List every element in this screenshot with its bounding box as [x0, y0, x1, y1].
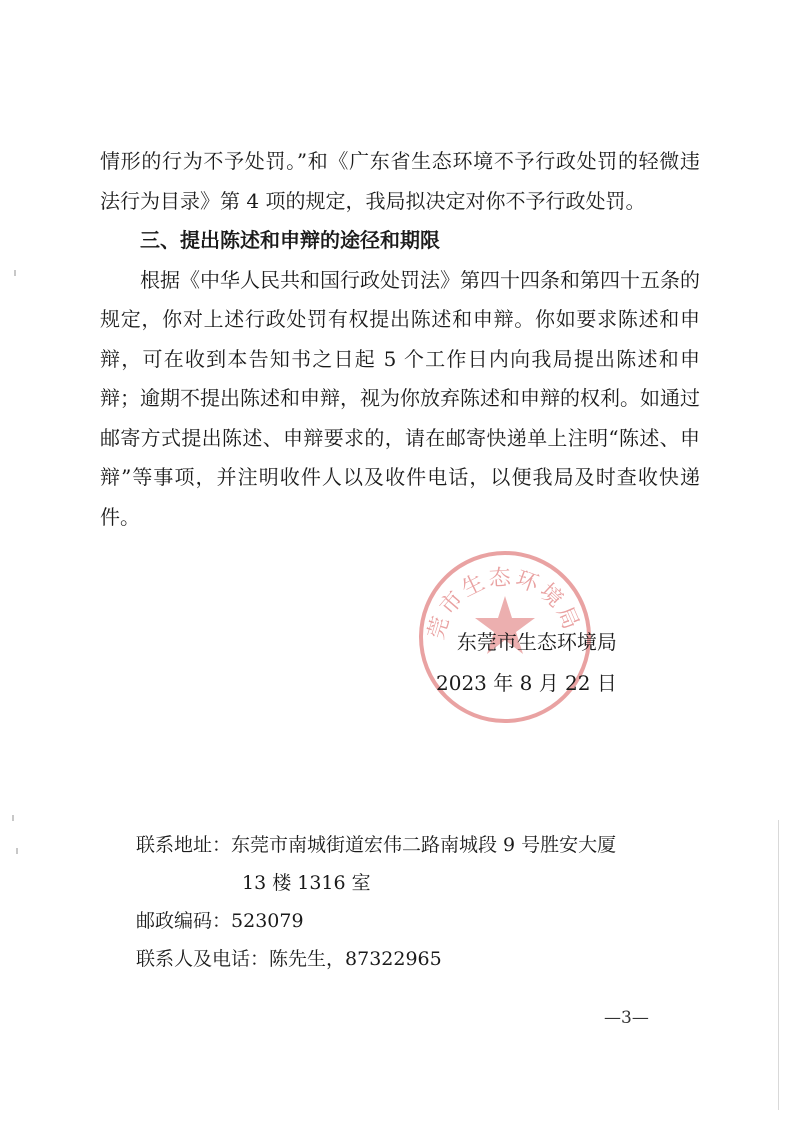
- contact-person-row: [136, 940, 616, 978]
- signature-block: [436, 622, 617, 704]
- seal-text: 莞市生态环境局: [423, 565, 585, 643]
- signing-date: 2023 年 8 月 22 日: [436, 671, 617, 695]
- section-heading: 三、提出陈述和申辩的途径和期限: [140, 228, 440, 252]
- scan-speck: [16, 848, 18, 854]
- contact-address-row: [136, 826, 616, 864]
- postcode-label: 邮政编码：: [136, 910, 232, 932]
- person-value: 陈先生，87322965: [269, 948, 442, 970]
- scan-speck: [12, 815, 14, 821]
- postcode-value: 523079: [231, 910, 304, 932]
- paragraph-statement-rights: 根据《中华人民共和国行政处罚法》第四十四条和第四十五条的规定，你对上述行政处罚有权提出陈述和申辩。你如要求陈述和申辩，可在收到本告知书之日起 5 个工作日内向我局提出陈述和申辩；逾期不提出陈述和申辩，视为你放弃陈述和申辩的权利。如通过邮寄方式提出陈述、申辩要求的，请在邮寄快递单上注明“陈述、申辩”等事项，并注明收件人以及收件电话，以便我局及时查收快递件。: [100, 267, 700, 529]
- scan-edge-line: [778, 820, 779, 1110]
- address-value: 东莞市南城街道宏伟二路南城段 9 号胜安大厦: [231, 834, 617, 856]
- person-label: 联系人及电话：: [136, 948, 270, 970]
- body-text: [100, 142, 700, 537]
- address-continuation: 13 楼 1316 室: [242, 872, 371, 894]
- signing-organization: 东莞市生态环境局: [456, 630, 617, 654]
- contact-postcode-row: [136, 902, 616, 940]
- contact-block: [136, 826, 616, 978]
- paragraph-conclusion: 情形的行为不予处罚。”和《广东省生态环境不予行政处罚的轻微违法行为目录》第 4 项的规定，我局拟决定对你不予行政处罚。: [100, 149, 700, 213]
- scan-speck: [14, 270, 16, 276]
- page-number: —3—: [604, 1008, 649, 1028]
- address-label: 联系地址：: [136, 834, 232, 856]
